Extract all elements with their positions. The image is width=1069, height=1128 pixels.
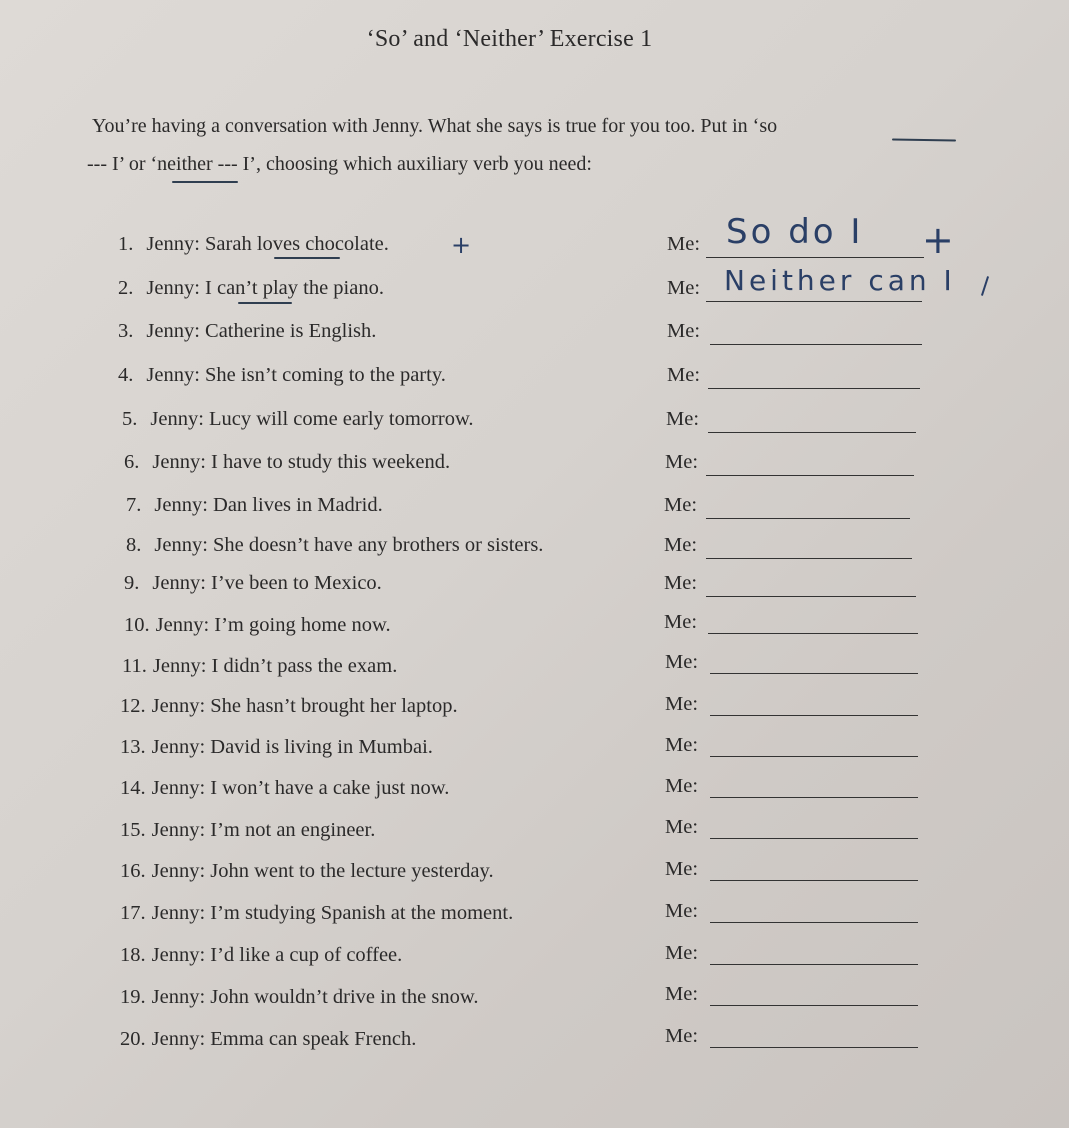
pen-underline xyxy=(274,257,340,259)
question-item xyxy=(124,614,391,637)
me-label: Me: xyxy=(665,734,699,756)
question-number: 14. xyxy=(120,777,146,799)
question-text: Jenny: I’m going home now. xyxy=(155,614,391,636)
answer-blank[interactable] xyxy=(710,838,918,839)
question-item xyxy=(122,408,474,431)
question-item xyxy=(118,277,384,300)
me-label: Me: xyxy=(665,983,699,1005)
question-text: Jenny: She isn’t coming to the party. xyxy=(146,364,446,386)
question-text: Jenny: David is living in Mumbai. xyxy=(151,736,433,758)
question-number: 19. xyxy=(120,986,146,1008)
question-number: 8. xyxy=(126,534,142,556)
correct-mark: + xyxy=(922,218,954,262)
question-number: 7. xyxy=(126,494,142,516)
answer-blank[interactable] xyxy=(710,1047,918,1048)
question-item xyxy=(118,233,389,256)
me-label: Me: xyxy=(665,942,699,964)
pen-underline xyxy=(238,302,292,304)
question-text: Jenny: She doesn’t have any brothers or sisters. xyxy=(154,534,544,556)
question-item xyxy=(122,655,397,678)
answer-blank[interactable] xyxy=(706,257,924,258)
question-item xyxy=(126,494,383,517)
answer-blank[interactable] xyxy=(708,633,918,634)
answer-blank[interactable] xyxy=(710,880,918,881)
handwritten-answer-1: So do I xyxy=(726,212,864,252)
question-item xyxy=(120,1028,416,1051)
answer-blank[interactable] xyxy=(710,344,922,345)
question-text: Jenny: She hasn’t brought her laptop. xyxy=(151,695,458,717)
question-item xyxy=(120,777,449,800)
question-item xyxy=(120,736,433,759)
answer-blank[interactable] xyxy=(710,715,918,716)
answer-blank[interactable] xyxy=(710,797,918,798)
question-item xyxy=(120,902,513,925)
question-number: 11. xyxy=(122,655,147,677)
question-text: Jenny: I didn’t pass the exam. xyxy=(152,655,398,677)
question-number: 5. xyxy=(122,408,138,430)
question-number: 15. xyxy=(120,819,146,841)
answer-blank[interactable] xyxy=(706,475,914,476)
me-label: Me: xyxy=(665,900,699,922)
answer-blank[interactable] xyxy=(706,596,916,597)
question-item xyxy=(120,695,458,718)
question-text: Jenny: Sarah loves chocolate. xyxy=(146,233,389,255)
me-label: Me: xyxy=(665,651,699,673)
question-item xyxy=(126,534,543,557)
question-text: Jenny: I’m not an engineer. xyxy=(151,819,376,841)
question-text: Jenny: Catherine is English. xyxy=(146,320,377,342)
pen-underline xyxy=(172,181,238,183)
question-text: Jenny: Lucy will come early tomorrow. xyxy=(150,408,474,430)
me-label: Me: xyxy=(667,233,701,255)
me-label: Me: xyxy=(665,1025,699,1047)
question-text: Jenny: John went to the lecture yesterday. xyxy=(151,860,494,882)
answer-blank[interactable] xyxy=(710,1005,918,1006)
answer-blank[interactable] xyxy=(708,432,916,433)
handwritten-answer-2: Neither can I xyxy=(724,264,956,297)
me-label: Me: xyxy=(665,775,699,797)
instructions-line-2: --- I’ or ‘neither --- I’, choosing which auxiliary verb you need: xyxy=(87,153,592,175)
question-number: 12. xyxy=(120,695,146,717)
me-label: Me: xyxy=(664,611,698,633)
answer-blank[interactable] xyxy=(708,388,920,389)
answer-blank[interactable] xyxy=(710,673,918,674)
question-item xyxy=(118,364,446,387)
question-text: Jenny: I have to study this weekend. xyxy=(152,451,451,473)
me-label: Me: xyxy=(667,277,701,299)
me-label: Me: xyxy=(665,451,699,473)
question-number: 10. xyxy=(124,614,150,636)
question-number: 20. xyxy=(120,1028,146,1050)
question-item xyxy=(124,572,382,595)
answer-blank[interactable] xyxy=(710,964,918,965)
question-text: Jenny: John wouldn’t drive in the snow. xyxy=(151,986,479,1008)
me-label: Me: xyxy=(664,534,698,556)
answer-blank[interactable] xyxy=(706,301,922,302)
question-number: 13. xyxy=(120,736,146,758)
me-label: Me: xyxy=(664,494,698,516)
me-label: Me: xyxy=(666,408,700,430)
question-number: 18. xyxy=(120,944,146,966)
answer-blank[interactable] xyxy=(710,756,918,757)
question-text: Jenny: I won’t have a cake just now. xyxy=(151,777,450,799)
pen-tick-mark xyxy=(981,276,989,296)
me-label: Me: xyxy=(667,320,701,342)
question-number: 9. xyxy=(124,572,140,594)
question-text: Jenny: Dan lives in Madrid. xyxy=(154,494,383,516)
question-number: 2. xyxy=(118,277,134,299)
me-label: Me: xyxy=(667,364,701,386)
question-number: 4. xyxy=(118,364,134,386)
page-title: ‘So’ and ‘Neither’ Exercise 1 xyxy=(366,26,653,52)
question-item xyxy=(124,451,450,474)
question-text: Jenny: Emma can speak French. xyxy=(151,1028,417,1050)
me-label: Me: xyxy=(664,572,698,594)
pen-underline xyxy=(892,138,956,141)
question-item xyxy=(118,320,376,343)
question-text: Jenny: I’d like a cup of coffee. xyxy=(151,944,403,966)
me-label: Me: xyxy=(665,858,699,880)
question-number: 1. xyxy=(118,233,134,255)
instructions-line-1: You’re having a conversation with Jenny. What she says is true for you too. Put in ‘so xyxy=(92,115,778,137)
question-text: Jenny: I’m studying Spanish at the moment. xyxy=(151,902,514,924)
answer-blank[interactable] xyxy=(706,518,910,519)
question-item xyxy=(120,860,494,883)
me-label: Me: xyxy=(665,693,699,715)
pen-plus-mark: + xyxy=(451,231,472,259)
question-number: 3. xyxy=(118,320,134,342)
question-number: 6. xyxy=(124,451,140,473)
question-number: 17. xyxy=(120,902,146,924)
answer-blank[interactable] xyxy=(710,922,918,923)
question-item xyxy=(120,986,478,1009)
me-label: Me: xyxy=(665,816,699,838)
question-text: Jenny: I’ve been to Mexico. xyxy=(152,572,382,594)
question-item xyxy=(120,819,375,842)
answer-blank[interactable] xyxy=(706,558,912,559)
question-text: Jenny: I can’t play the piano. xyxy=(146,277,384,299)
question-item xyxy=(120,944,402,967)
question-number: 16. xyxy=(120,860,146,882)
